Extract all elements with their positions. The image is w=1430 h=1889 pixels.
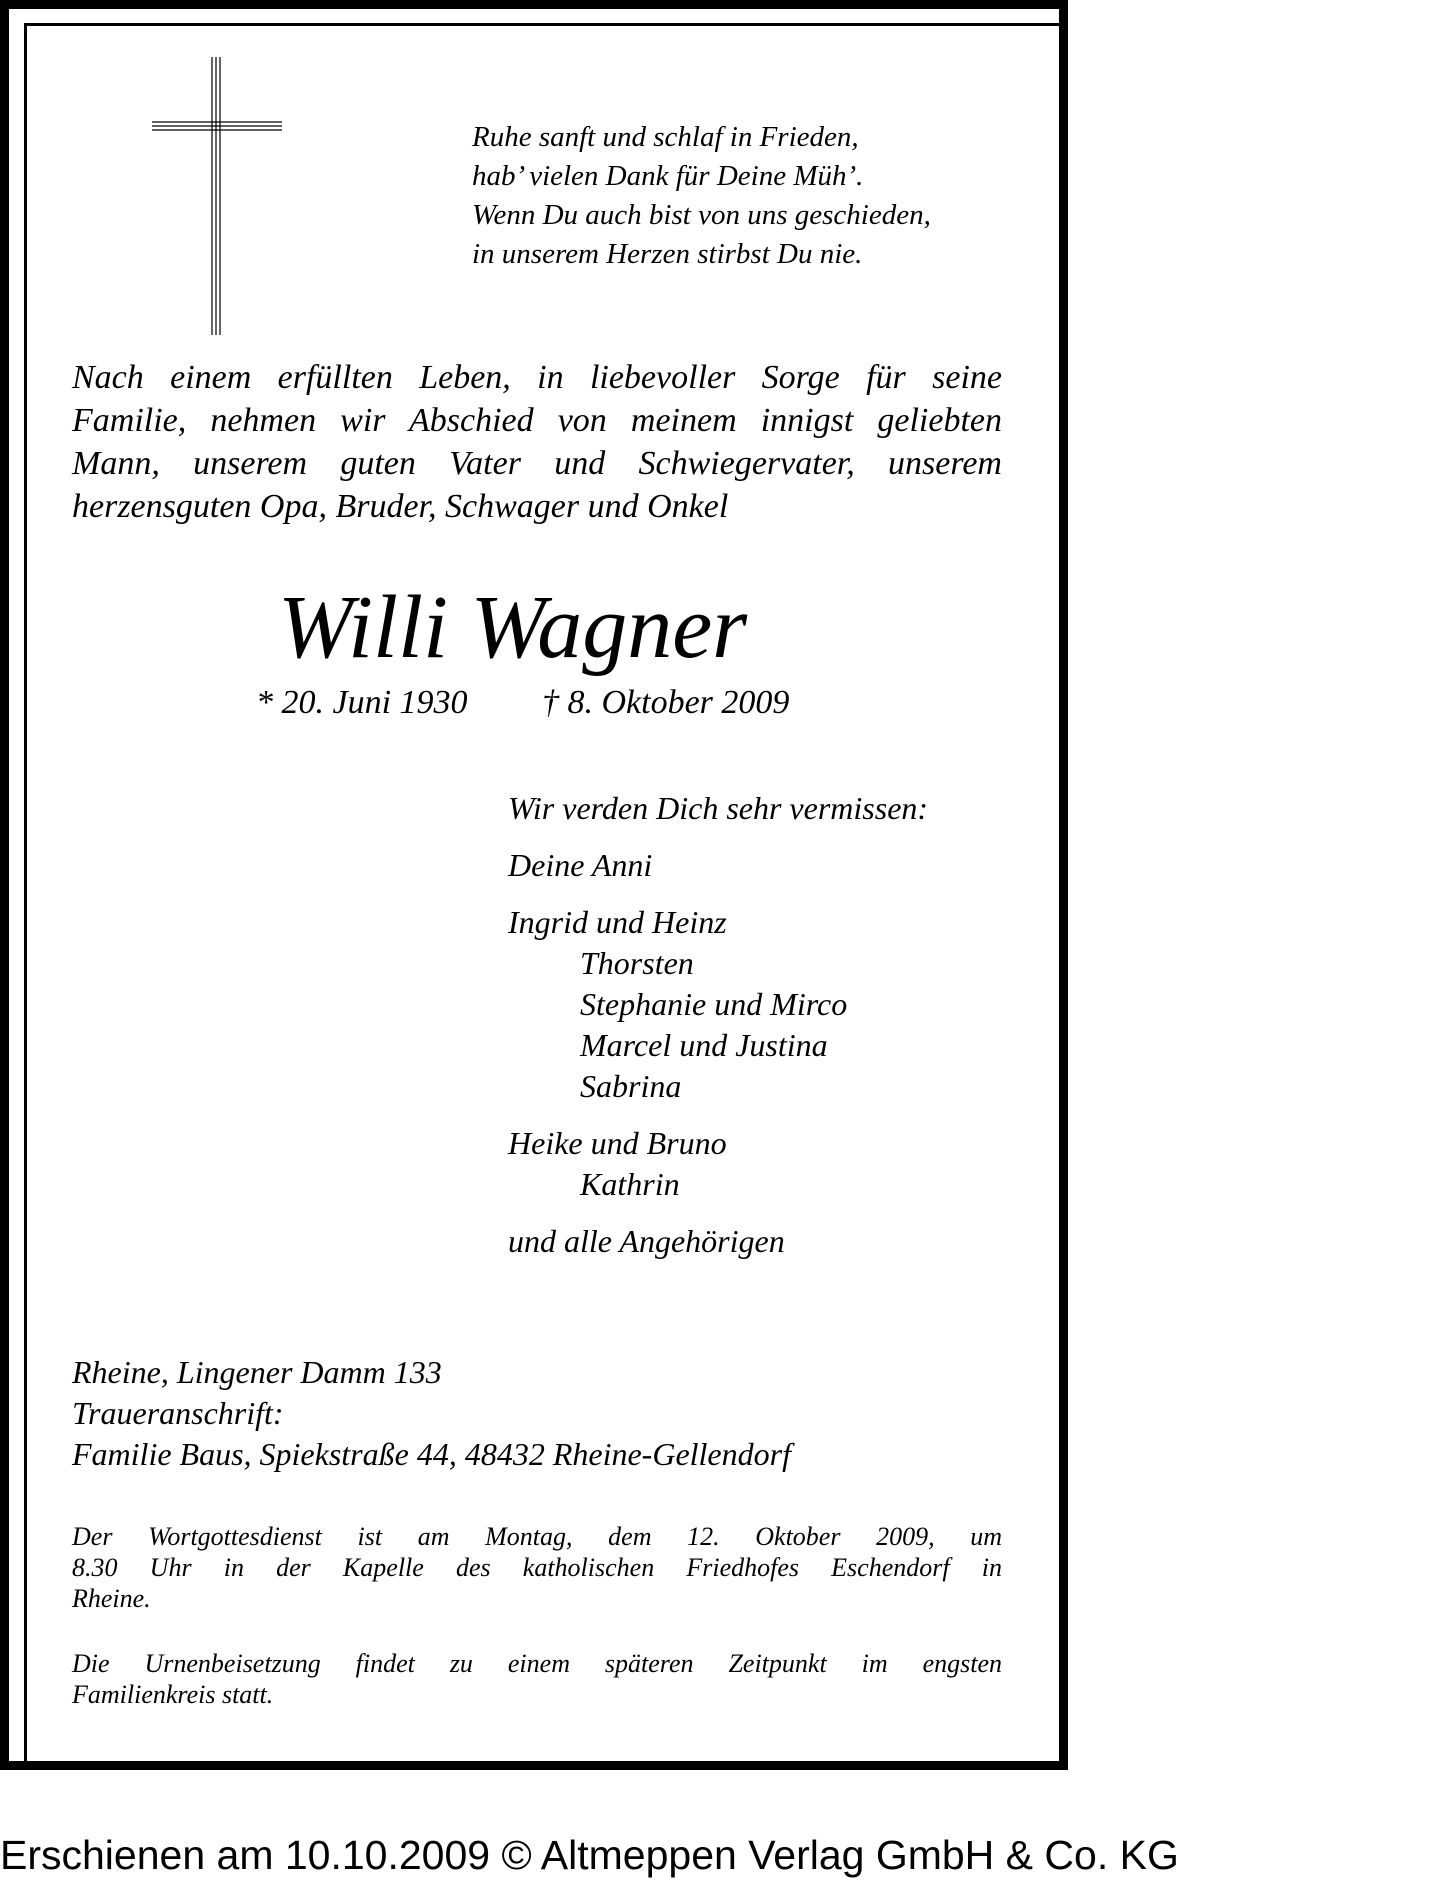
address-block (72, 1352, 1032, 1475)
mourner-member: Marcel und Justina (580, 1027, 828, 1063)
intro-line: Familie, nehmen wir Abschied von meinem innigst geliebten (72, 402, 1002, 439)
intro-line: herzensguten Opa, Bruder, Schwager und Onkel (72, 488, 729, 525)
intro-line: Nach einem erfüllten Leben, in liebevoller Sorge für seine (72, 359, 1002, 396)
intro-text (72, 356, 1002, 528)
mourner-member: Thorsten (580, 945, 694, 981)
verse-line: Ruhe sanft und schlaf in Frieden, (472, 121, 859, 153)
mourners-heading: Wir verden Dich sehr vermissen: (508, 790, 929, 826)
cross-icon (152, 57, 287, 337)
mourners-closing: und alle Angehörigen (508, 1223, 785, 1259)
mourner-member: Kathrin (580, 1166, 680, 1202)
notice-line: Die Urnenbeisetzung findet zu einem späteren Zeitpunkt im engsten (72, 1649, 1002, 1678)
verse (472, 118, 1032, 274)
publication-footer: Erschienen am 10.10.2009 © Altmeppen Verlag GmbH & Co. KG (0, 1832, 1179, 1878)
deceased-name: Willi Wagner (278, 578, 748, 677)
mourner-member: Sabrina (580, 1068, 682, 1104)
intro-line: Mann, unserem guten Vater und Schwiegervater, unserem (72, 445, 1002, 482)
service-notice (72, 1521, 1002, 1614)
notice-line: 8.30 Uhr in der Kapelle des katholischen Friedhofes Eschendorf in (72, 1553, 1002, 1582)
mourner-spouse: Deine Anni (508, 847, 653, 883)
death-date: † 8. Oktober 2009 (542, 684, 790, 721)
notice-line: Der Wortgottesdienst ist am Montag, dem 12. Oktober 2009, um (72, 1522, 1002, 1551)
verse-line: hab’ vielen Dank für Deine Müh’. (472, 160, 864, 192)
verse-line: in unserem Herzen stirbst Du nie. (472, 238, 863, 270)
mourner-family: Heike und Bruno (508, 1125, 727, 1161)
verse-line: Wenn Du auch bist von uns geschieden, (472, 199, 931, 231)
burial-notice (72, 1648, 1002, 1710)
mourners-list (508, 788, 1028, 1262)
address-line: Rheine, Lingener Damm 133 (72, 1354, 442, 1390)
notice-line: Familienkreis statt. (72, 1680, 274, 1709)
birth-date: * 20. Juni 1930 (256, 684, 468, 721)
notice-line: Rheine. (72, 1584, 151, 1613)
mourner-family: Ingrid und Heinz (508, 904, 727, 940)
mourner-member: Stephanie und Mirco (580, 986, 848, 1022)
address-line: Traueranschrift: (72, 1395, 284, 1431)
address-line: Familie Baus, Spiekstraße 44, 48432 Rheine-Gellendorf (72, 1436, 791, 1472)
